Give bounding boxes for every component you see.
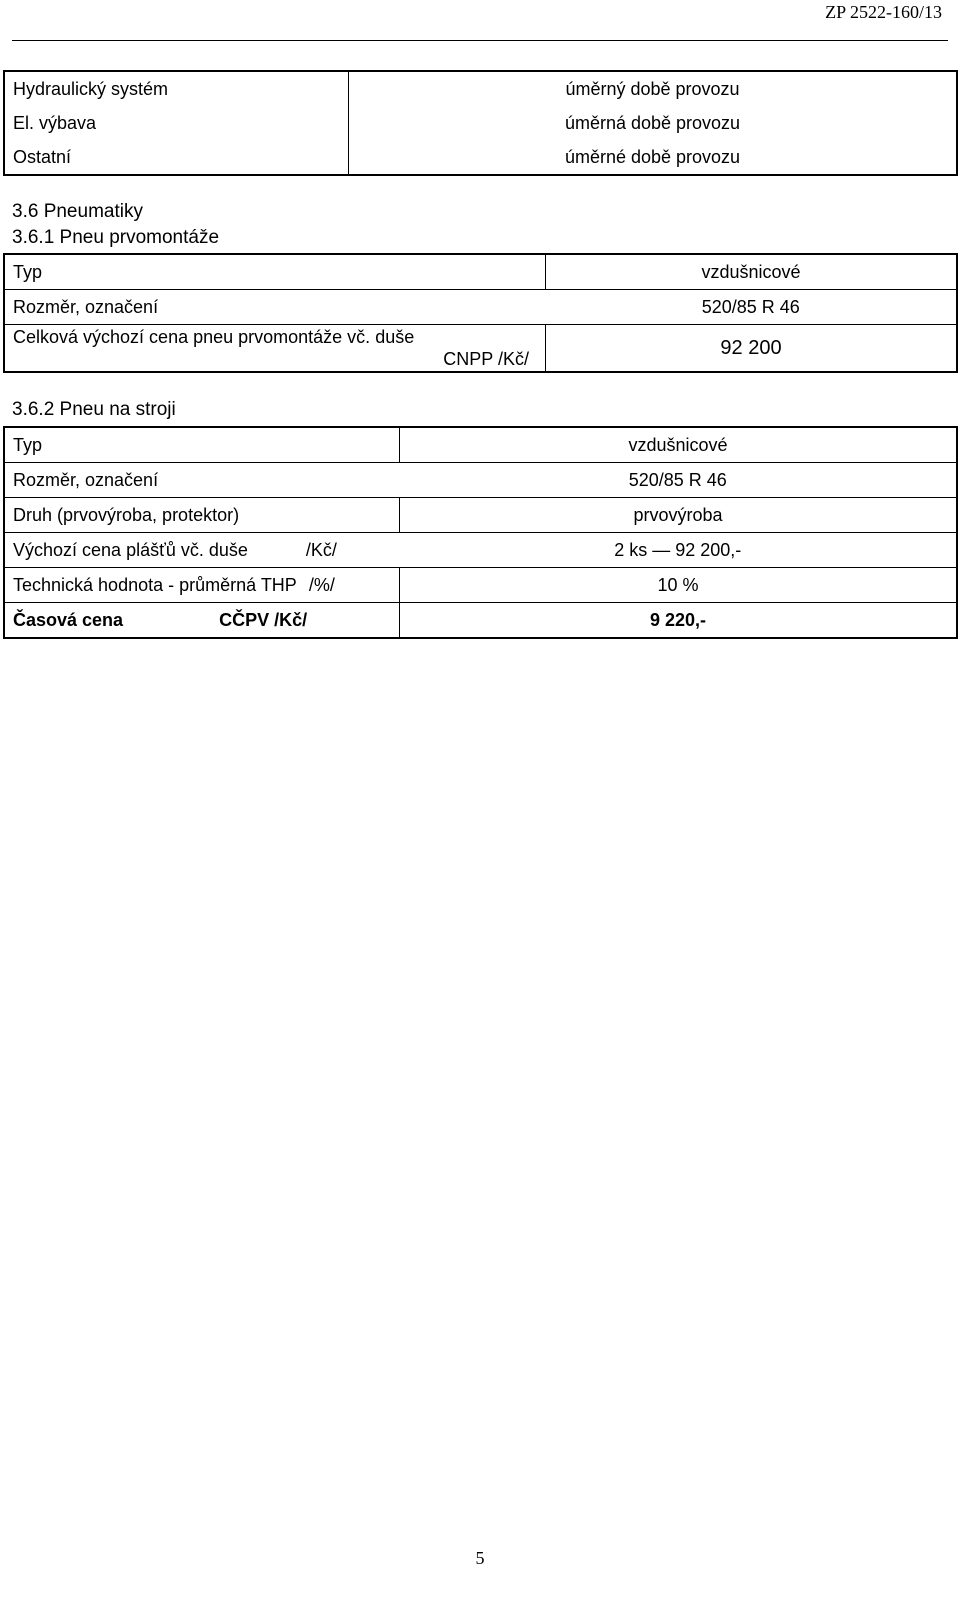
row-label: Rozměr, označení bbox=[4, 290, 546, 325]
row-label: El. výbava bbox=[4, 106, 349, 140]
price-label-cell bbox=[4, 325, 546, 373]
initial-price-label: Výchozí cena plášťů vč. duše bbox=[13, 539, 248, 560]
row-label: Typ bbox=[4, 254, 546, 290]
price-label: Celková výchozí cena pneu prvomontáže vč. duše bbox=[13, 327, 415, 347]
document-reference: ZP 2522-160/13 bbox=[825, 2, 942, 22]
table-row bbox=[4, 325, 957, 373]
price-value: 92 200 bbox=[546, 325, 958, 373]
tech-value-unit: /%/ bbox=[308, 574, 335, 595]
table-row bbox=[4, 603, 957, 639]
row-value: úměrný době provozu bbox=[565, 78, 740, 99]
table-row bbox=[4, 568, 957, 603]
table-row bbox=[4, 71, 957, 106]
time-price-unit: CČPV /Kč/ bbox=[219, 609, 308, 630]
subsection-heading: 3.6.2 Pneu na stroji bbox=[12, 399, 176, 420]
row-value: vzdušnicové bbox=[628, 434, 728, 455]
header-rule bbox=[12, 40, 948, 41]
time-price-label: Časová cena bbox=[13, 609, 124, 630]
row-value: úměrná době provozu bbox=[564, 112, 741, 133]
page-number: 5 bbox=[475, 1548, 485, 1568]
row-value: vzdušnicové bbox=[701, 261, 801, 282]
table-row bbox=[4, 427, 957, 463]
row-value: 520/85 R 46 bbox=[400, 463, 958, 498]
section-heading: 3.6 Pneumatiky bbox=[12, 201, 143, 222]
table-row bbox=[4, 498, 957, 533]
row-value: úměrné době provozu bbox=[564, 146, 741, 167]
table-row bbox=[4, 290, 957, 325]
table-row bbox=[4, 463, 957, 498]
row-label bbox=[4, 533, 400, 568]
first-fit-tyres-table bbox=[3, 253, 958, 373]
table-row bbox=[4, 106, 957, 140]
price-unit: CNPP /Kč/ bbox=[443, 349, 529, 369]
table-row bbox=[4, 254, 957, 290]
maintenance-table bbox=[3, 70, 958, 176]
table-row bbox=[4, 533, 957, 568]
row-label: Typ bbox=[4, 427, 400, 463]
row-label: Rozměr, označení bbox=[4, 463, 400, 498]
row-label bbox=[4, 568, 400, 603]
machine-tyres-table bbox=[3, 426, 958, 639]
row-label: Hydraulický systém bbox=[4, 71, 349, 106]
row-label: Ostatní bbox=[4, 140, 349, 175]
table-row bbox=[4, 140, 957, 175]
row-value: prvovýroba bbox=[400, 498, 958, 533]
row-label: Druh (prvovýroba, protektor) bbox=[4, 498, 400, 533]
row-value: 520/85 R 46 bbox=[546, 290, 958, 325]
tech-value-label: Technická hodnota - průměrná THP bbox=[13, 574, 297, 595]
row-label bbox=[4, 603, 400, 639]
subsection-heading: 3.6.1 Pneu prvomontáže bbox=[12, 227, 220, 248]
row-value: 9 220,- bbox=[400, 603, 958, 639]
row-value: 2 ks — 92 200,- bbox=[400, 533, 958, 568]
row-value: 10 % bbox=[400, 568, 958, 603]
initial-price-unit: /Kč/ bbox=[305, 539, 337, 560]
